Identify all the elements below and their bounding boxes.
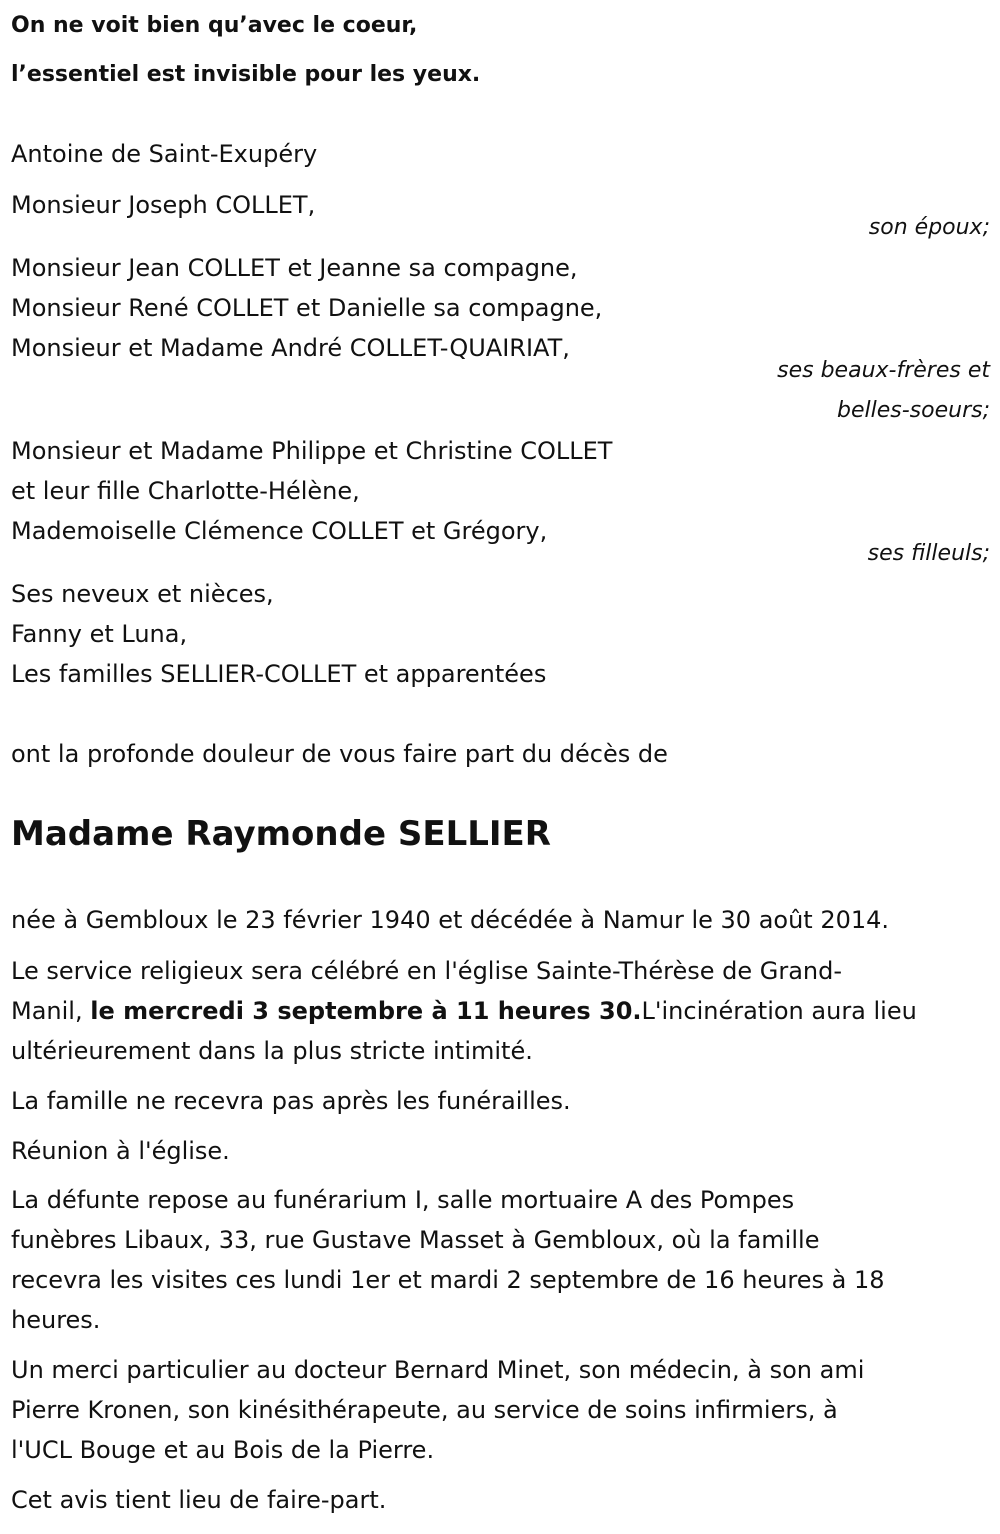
godchildren-role: ses filleuls; [867, 541, 990, 566]
rest-line: funèbres Libaux, 33, rue Gustave Masset à Gembloux, où la famille [11, 1226, 820, 1254]
no-reception-text: La famille ne recevra pas après les funérailles. [11, 1087, 571, 1115]
other-relatives: Fanny et Luna, [11, 620, 188, 648]
thanks-line: Un merci particulier au docteur Bernard Minet, son médecin, à son ami [11, 1356, 865, 1384]
service-line-end: L'incinération aura lieu [641, 997, 917, 1025]
in-laws-role-line-2: belles-soeurs; [837, 398, 990, 423]
service-line [11, 991, 917, 1031]
quote-author: Antoine de Saint-Exupéry [11, 140, 318, 168]
godchild-name: Monsieur et Madame Philippe et Christine COLLET [11, 437, 613, 465]
in-law-name: Monsieur et Madame André COLLET-QUAIRIAT, [11, 334, 570, 362]
godchild-name: Mademoiselle Clémence COLLET et Grégory, [11, 517, 548, 545]
godchild-name: et leur fille Charlotte-Hélène, [11, 477, 360, 505]
other-relatives: Les familles SELLIER-COLLET et apparentées [11, 660, 547, 688]
quote-line-1: On ne voit bien qu’avec le coeur, [11, 13, 418, 38]
in-law-name: Monsieur Jean COLLET et Jeanne sa compagne, [11, 254, 578, 282]
service-line-start: Manil, [11, 997, 91, 1025]
rest-line: recevra les visites ces lundi 1er et mardi 2 septembre de 16 heures à 18 [11, 1266, 885, 1294]
spouse-role: son époux; [868, 215, 990, 240]
rest-line: La défunte repose au funérarium I, salle mortuaire A des Pompes [11, 1186, 795, 1214]
quote-line-2: l’essentiel est invisible pour les yeux. [11, 62, 481, 87]
meeting-text: Réunion à l'église. [11, 1137, 230, 1165]
service-date-time: le mercredi 3 septembre à 11 heures 30. [90, 997, 642, 1025]
thanks-line: Pierre Kronen, son kinésithérapeute, au service de soins infirmiers, à [11, 1396, 838, 1424]
deceased-name: Madame Raymonde SELLIER [11, 814, 551, 854]
service-line: ultérieurement dans la plus stricte intimité. [11, 1037, 533, 1065]
other-relatives: Ses neveux et nièces, [11, 580, 274, 608]
in-laws-role-line-1: ses beaux-frères et [777, 358, 990, 383]
service-line: Le service religieux sera célébré en l'église Sainte-Thérèse de Grand- [11, 957, 843, 985]
thanks-line: l'UCL Bouge et au Bois de la Pierre. [11, 1436, 435, 1464]
in-law-name: Monsieur René COLLET et Danielle sa compagne, [11, 294, 603, 322]
announcement-text: ont la profonde douleur de vous faire part du décès de [11, 740, 668, 768]
rest-line: heures. [11, 1306, 101, 1334]
birth-death-text: née à Gembloux le 23 février 1940 et décédée à Namur le 30 août 2014. [11, 906, 890, 934]
spouse-name: Monsieur Joseph COLLET, [11, 191, 316, 219]
closing-text: Cet avis tient lieu de faire-part. [11, 1486, 387, 1514]
